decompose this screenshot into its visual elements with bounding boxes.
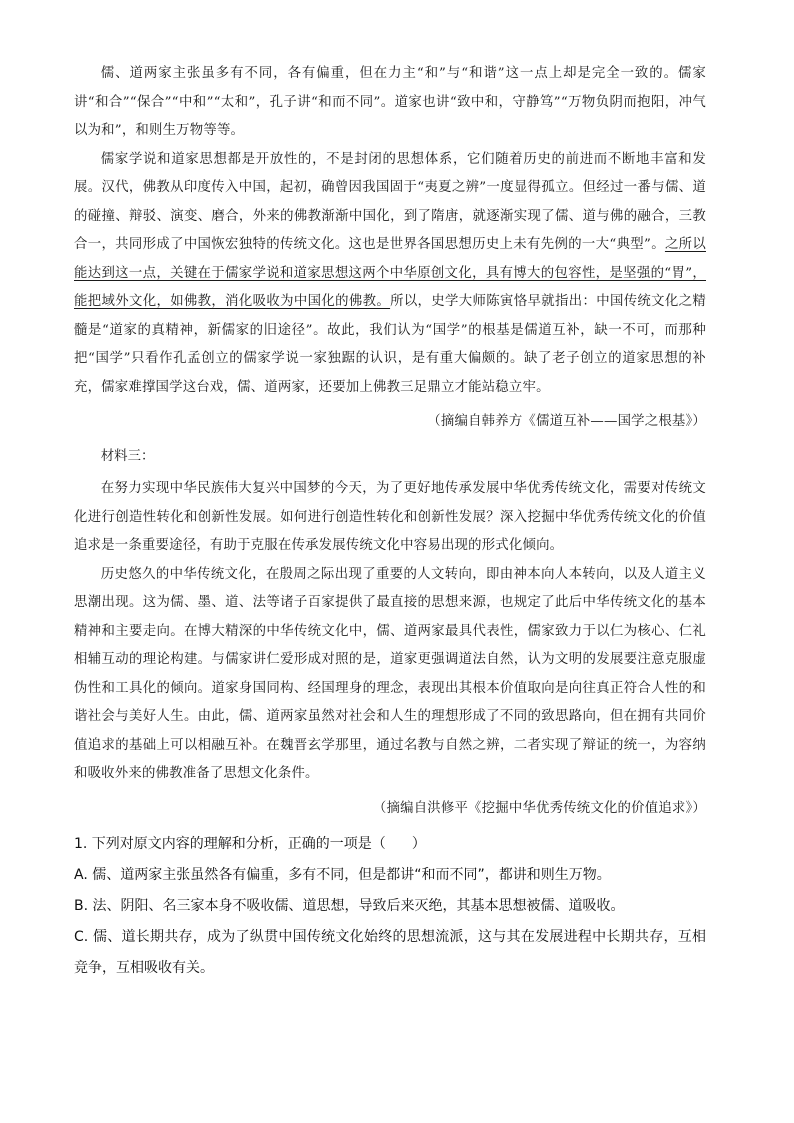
source-citation-3: （摘编自洪修平《挖掘中华优秀传统文化的价值追求》） [372,800,706,816]
underlined-sentence: 之所以能达到这一点，关键在于儒家学说和道家思想这两个中华原创文化，具有博大的包容性，是坚强的“胃”，能把域外文化，如佛教，消化吸收为中国化的佛教。 [74,237,706,309]
question-stem-text: 1. 下列对原文内容的理解和分析，正确的一项是（ [74,836,386,852]
option-c: C. 儒、道长期共存，成为了纵贯中国传统文化始终的思想流派，这与其在发展进程中长期共存，互相竞争，互相吸收有关。 [74,929,706,976]
paragraph-openness-text-b: 所以，史学大师陈寅恪早就指出：中国传统文化之精髓是“道家的真精神，新儒家的旧途径”。故此，我们认为“国学”的根基是儒道互补，缺一不可，而那种把“国学”只看作孔孟创立的儒家学说一家独踞的认识，是有重大偏颇的。缺了老子创立的道家思想的补充，儒家难撑国学这台戏，儒、道两家，还要加上佛教三足鼎立才能站稳立牢。 [74,294,706,395]
paragraph-openness-text-a: 儒家学说和道家思想都是开放性的，不是封闭的思想体系，它们随着历史的前进而不断地丰富和发展。汉代，佛教从印度传入中国，起初，确曾因我国固于“夷夏之辨”一度显得孤立。但经过一番与儒、道的碰撞、辩驳、演变、磨合，外来的佛教渐渐中国化，到了隋唐，就逐渐实现了儒、道与佛的融合，三教合一，共同形成了中国恢宏独特的传统文化。这也是世界各国思想历史上未有先例的一大“典型”。 [74,151,706,252]
question-stem-close: ） [411,836,426,852]
question-stem [74,829,706,860]
paragraph-transformation: 在努力实现中华民族伟大复兴中国梦的今天，为了更好地传承发展中华优秀传统文化，需要对传统文化进行创造性转化和创新性发展。如何进行创造性转化和创新性发展？深入挖掘中华优秀传统文化的价值追求是一条重要途径，有助于克服在传承发展传统文化中容易出现的形式化倾向。 [74,481,706,553]
paragraph-harmony: 儒、道两家主张虽多有不同，各有偏重，但在力主“和”与“和谐”这一点上却是完全一致的。儒家讲“和合”“保合”“中和”“太和”，孔子讲“和而不同”。道家也讲“致中和，守静笃”“万物负阴而抱阳，冲气以为和”，和则生万物等等。 [74,66,706,138]
paragraph-openness [74,146,706,403]
source-citation-2: （摘编自韩养方《儒道互补——国学之根基》） [427,414,706,429]
option-b: B. 法、阴阳、名三家本身不吸收儒、道思想，导致后来灭绝，其基本思想被儒、道吸收。 [74,898,625,914]
option-a: A. 儒、道两家主张虽然各有偏重，多有不同，但是都讲“和而不同”，都讲和则生万物。 [74,867,611,883]
paragraph-history: 历史悠久的中华传统文化，在殷周之际出现了重要的人文转向，即由神本向人本转向，以及人道主义思潮出现。这为儒、墨、道、法等诸子百家提供了最直接的思想来源，也规定了此后中华传统文化的基本精神和主要走向。在博大精深的中华传统文化中，儒、道两家最具代表性，儒家致力于以仁为核心、仁礼相辅互动的理论构建。与儒家讲仁爱形成对照的是，道家更强调道法自然，认为文明的发展要注意克服虚伪性和工具化的倾向。道家身国同构、经国理身的理念，表现出其根本价值取向是向往真正符合人性的和谐社会与美好人生。由此，儒、道两家虽然对社会和人生的理想形成了不同的致思路向，但在拥有共同价值追求的基础上可以相融互补。在魏晋玄学那里，通过名教与自然之辨，二者实现了辩证的统一，为容纳和吸收外来的佛教准备了思想文化条件。 [74,566,706,781]
material-label-3: 材料三： [100,448,155,464]
